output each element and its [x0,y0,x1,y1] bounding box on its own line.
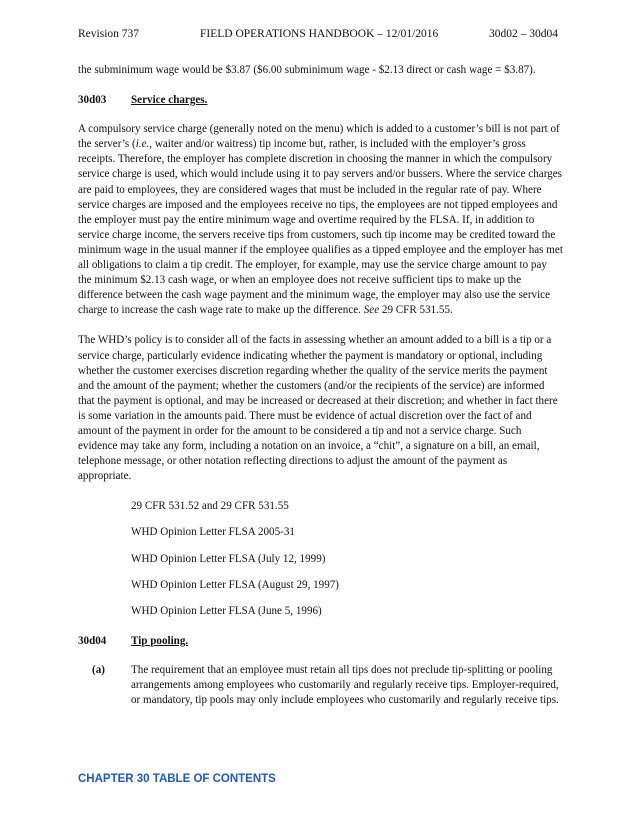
text-run: 29 CFR 531.55. [379,304,453,317]
header-revision: Revision 737 [78,28,140,40]
section-number: 30d04 [78,634,107,647]
reference-item: WHD Opinion Letter FLSA (June 5, 1996) [131,604,322,617]
references-list [131,499,563,618]
section-heading-30d04 [78,634,563,649]
text-run-italic: i.e. [135,138,150,151]
reference-item: WHD Opinion Letter FLSA (July 12, 1999) [131,552,326,565]
header-title: FIELD OPERATIONS HANDBOOK – 12/01/2016 [200,28,439,40]
subsection-a [78,663,563,708]
header-section-range: 30d02 – 30d04 [489,28,558,40]
text-run-italic: See [363,304,380,317]
chapter-toc-link[interactable]: CHAPTER 30 TABLE OF CONTENTS [78,773,276,785]
section-number: 30d03 [78,94,107,107]
page-header [78,28,558,44]
subsection-label: (a) [92,663,105,676]
reference-item: 29 CFR 531.52 and 29 CFR 531.55 [131,500,289,513]
subsection-text: The requirement that an employee must retain all tips does not preclude tip-splitting or pooling arrangements among employees who customarily and regularly receive tips. Employer-required, or mandatory, tip pools may only include employees who customarily and regularly receive tips. [131,663,559,707]
section-heading-30d03 [78,93,563,108]
service-charge-paragraph [78,122,563,318]
section-title: Service charges. [131,94,208,107]
text-run: A compulsory service charge (generally noted on the menu) which is added to a customer’s bill is not part of the server’s ( [78,123,560,151]
text-run: , waiter and/or waitress) tip income but, rather, is included with the employer’s gross receipts. Therefore, the employer has complete discretion in choosing the manner in which the compulsory service charge is used, which would include using it to pay servers and/or bussers. Where the service charges are paid to employees, they are considered wages that must be included in the regular rate of pay. Where service charges are imposed and the employees receive no tips, the employees are not tipped employees and the employer must pay the entire minimum wage and overtime required by the FLSA. If, in addition to service charge income, the servers receive tips from customers, such tip income may be credited toward the minimum wage in the usual manner if the employee qualifies as a tipped employee and the employer has met all obligations to claim a tip credit. The employer, for example, may use the service charge amount to pay the minimum $2.13 cash wage, or when an employee does not receive sufficient tips to make up the difference between the cash wage payment and the minimum wage, the employer may also use the service charge to increase the cash wage rate to make up the difference. [78,138,563,317]
section-title: Tip pooling. [131,634,189,647]
continuation-paragraph: the subminimum wage would be $3.87 ($6.00 subminimum wage - $2.13 direct or cash wage = $3.87). [78,64,536,76]
whd-policy-paragraph: The WHD’s policy is to consider all of the facts in assessing whether an amount added to a bill is a tip or a service charge, particularly evidence indicating whether the payment is mandatory or optional, including whether the customer exercises discretion regarding whether the quality of the service merits the payment and the amount of the payment; whether the customers (and/or the recipients of the service) are informed that the payment is optional, and may be increased or decreased at their discretion; and whether in fact there is some variation in the amounts paid. There must be evidence of actual discretion over the fact of and amount of the payment in order for the amount to be considered a tip and not a service charge. Such evidence may take any form, including a notation on an invoice, a “chit”, a signature on a bill, an email, telephone message, or other notation reflecting directions to adjust the amount of the payment as appropriate. [78,334,558,483]
page-content [78,63,563,708]
reference-item: WHD Opinion Letter FLSA 2005-31 [131,526,295,539]
reference-item: WHD Opinion Letter FLSA (August 29, 1997) [131,578,339,591]
